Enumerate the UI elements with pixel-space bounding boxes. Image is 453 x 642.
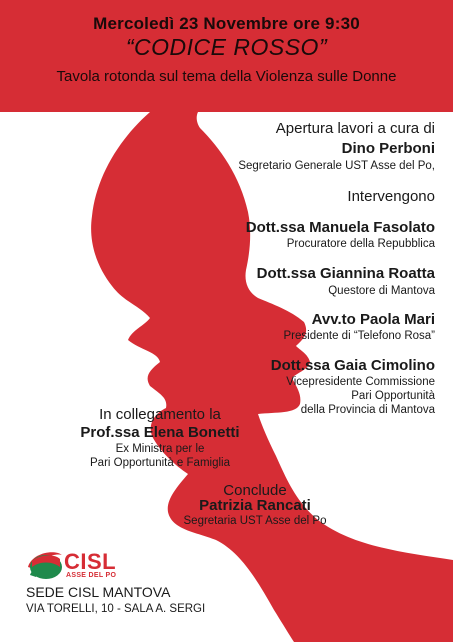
speaker-role: Questore di Mantova [328,285,435,297]
speaker-name: Dott.ssa Gaia Cimolino [270,357,435,374]
venue-address: VIA TORELLI, 10 - SALA A. SERGI [26,603,206,615]
speaker-role: Pari Opportunità [351,390,435,402]
speaker-role: Vicepresidente Commissione [286,376,435,388]
speaker-role: della Provincia di Mantova [300,404,435,416]
speaker-role: Presidente di “Telefono Rosa” [283,330,435,342]
speaker-name: Dott.ssa Manuela Fasolato [245,219,435,236]
opening-role: Segretario Generale UST Asse del Po, [238,160,435,172]
remote-name: Prof.ssa Elena Bonetti [80,424,240,441]
opening-name: Dino Perboni [341,140,435,157]
speaker-role: Procuratore della Repubblica [286,238,435,250]
logo-name: CISL [64,549,117,574]
opening-intro: Apertura lavori a cura di [275,120,435,137]
remote-intro: In collegamento la [99,406,221,423]
speaker-name: Avv.to Paola Mari [311,311,435,328]
logo-subtitle: ASSE DEL PO [66,572,117,579]
speakers-intro: Intervengono [347,188,435,205]
event-subtitle: Tavola rotonda sul tema della Violenza sulle Donne [56,68,397,85]
closing-role: Segretaria UST Asse del Po [183,515,327,527]
event-title: “CODICE ROSSO” [125,34,328,60]
speaker-name: Dott.ssa Giannina Roatta [256,265,435,282]
remote-role: Ex Ministra per le [115,443,205,455]
remote-role: Pari Opportunità e Famiglia [90,457,230,469]
venue-name: SEDE CISL MANTOVA [26,584,171,600]
event-date: Mercoledì 23 Novembre ore 9:30 [93,14,360,33]
closing-name: Patrizia Rancati [199,497,311,514]
closing-intro: Conclude [223,482,287,499]
